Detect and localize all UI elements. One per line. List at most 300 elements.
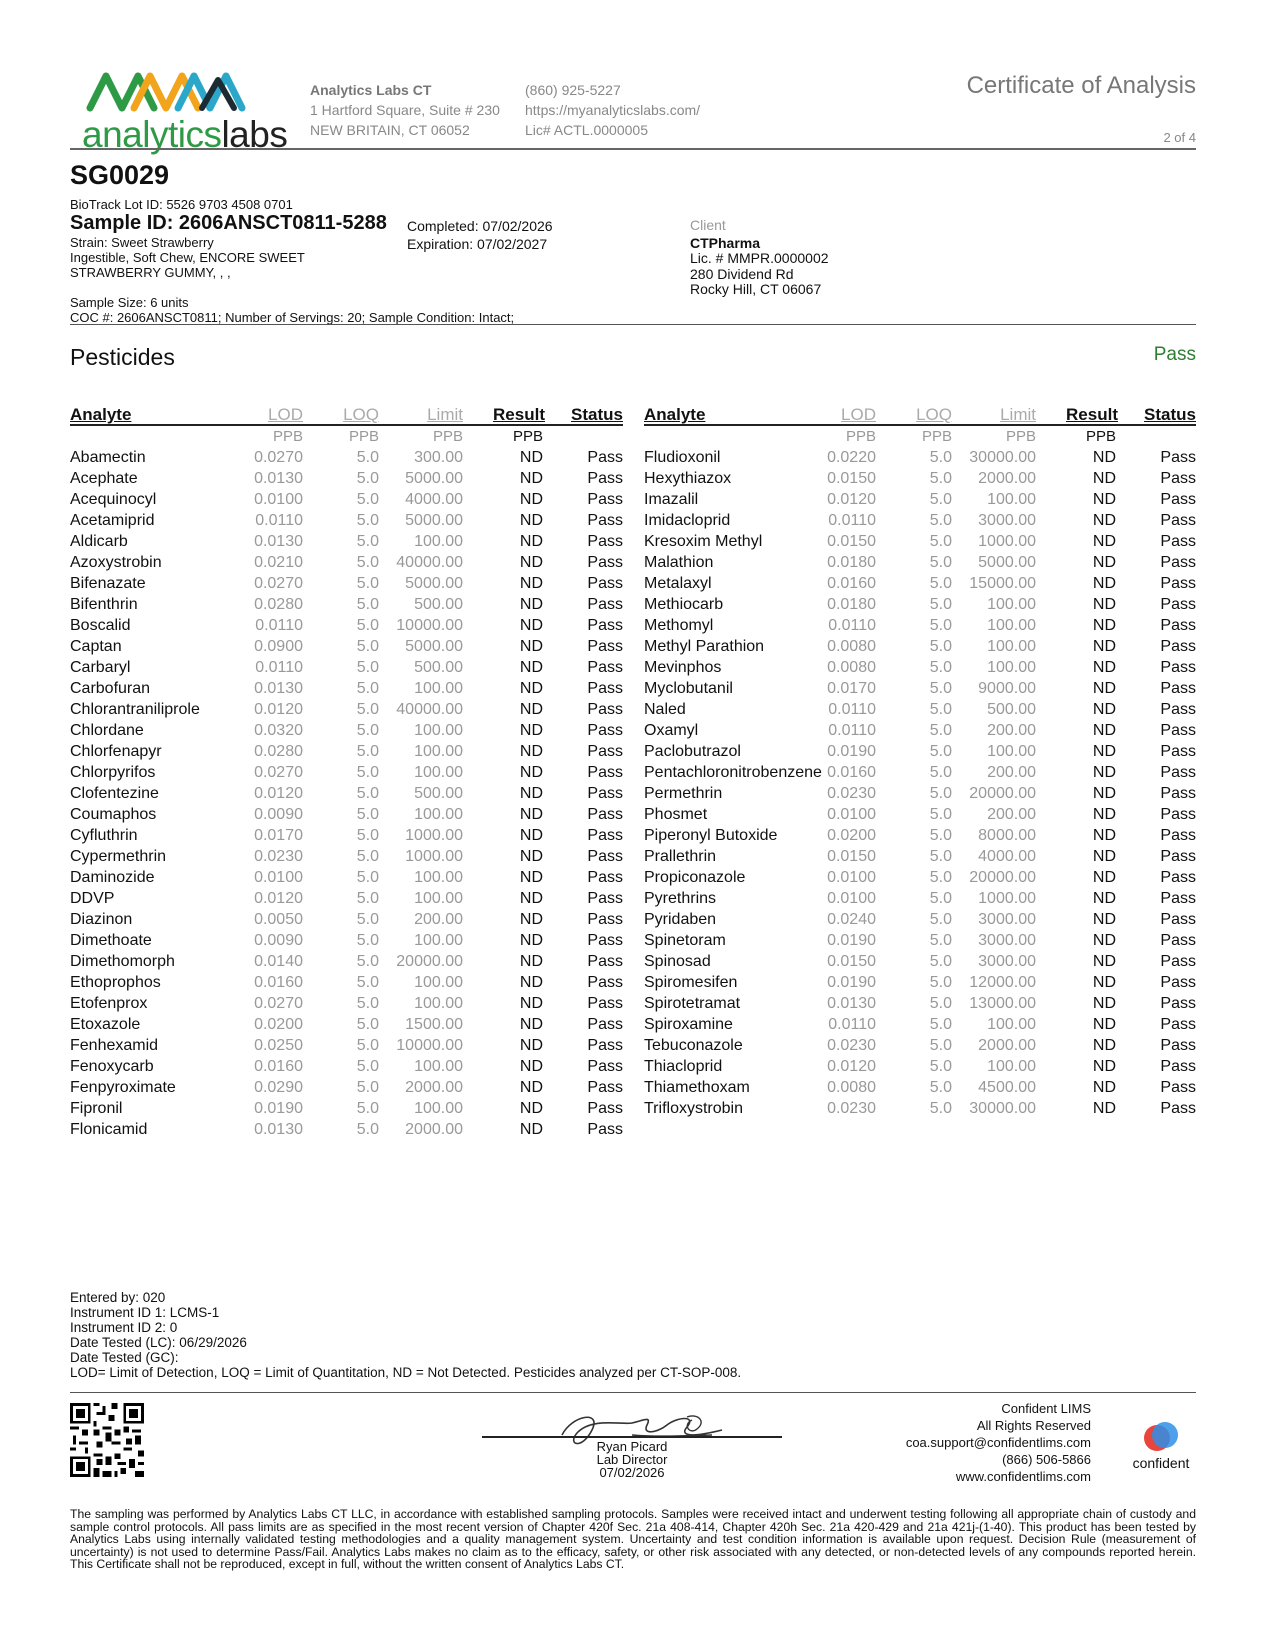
client-label: Client xyxy=(690,217,726,233)
cell-analyte: Captan xyxy=(70,638,122,655)
cell-status: Pass xyxy=(587,533,623,550)
table-row xyxy=(644,804,1196,825)
cell-lod: 0.0120 xyxy=(254,701,303,718)
cell-result: ND xyxy=(1092,617,1116,634)
cell-loq: 5.0 xyxy=(929,491,952,508)
cell-limit: 10000.00 xyxy=(396,617,463,634)
table-row xyxy=(70,783,623,804)
cell-limit: 40000.00 xyxy=(396,554,463,571)
cell-status: Pass xyxy=(587,1121,623,1138)
sample-size-block xyxy=(70,295,514,325)
cell-lod: 0.0180 xyxy=(827,596,876,613)
cell-result: ND xyxy=(1092,491,1116,508)
cell-analyte: Methomyl xyxy=(644,617,714,634)
cell-status: Pass xyxy=(587,806,623,823)
cell-result: ND xyxy=(519,764,543,781)
cell-status: Pass xyxy=(587,764,623,781)
unit-loq: PPB xyxy=(921,428,952,445)
cell-loq: 5.0 xyxy=(929,911,952,928)
cell-analyte: Spiromesifen xyxy=(644,974,738,991)
cell-result: ND xyxy=(519,575,543,592)
cell-loq: 5.0 xyxy=(356,575,379,592)
table-row xyxy=(644,993,1196,1014)
cell-loq: 5.0 xyxy=(356,743,379,760)
cell-limit: 2000.00 xyxy=(978,470,1036,487)
biotrack-lot-id: BioTrack Lot ID: 5526 9703 4508 0701 xyxy=(70,197,293,212)
table-row xyxy=(644,678,1196,699)
cell-loq: 5.0 xyxy=(356,869,379,886)
table-row xyxy=(644,951,1196,972)
cell-loq: 5.0 xyxy=(929,575,952,592)
cell-loq: 5.0 xyxy=(356,827,379,844)
cell-loq: 5.0 xyxy=(356,512,379,529)
cell-analyte: Diazinon xyxy=(70,911,133,928)
header-limit: Limit xyxy=(427,405,463,424)
table-row xyxy=(644,447,1196,468)
instrument-id-2: Instrument ID 2: 0 xyxy=(70,1320,178,1335)
cell-result: ND xyxy=(519,827,543,844)
cell-analyte: Oxamyl xyxy=(644,722,699,739)
cell-status: Pass xyxy=(587,1037,623,1054)
cell-result: ND xyxy=(1092,575,1116,592)
cell-result: ND xyxy=(519,722,543,739)
cell-limit: 100.00 xyxy=(987,617,1036,634)
cell-lod: 0.0090 xyxy=(254,932,303,949)
cell-status: Pass xyxy=(1160,806,1196,823)
table-units-row xyxy=(70,426,623,447)
cell-result: ND xyxy=(519,449,543,466)
cell-lod: 0.0130 xyxy=(254,533,303,550)
cell-lod: 0.0120 xyxy=(254,785,303,802)
table-row xyxy=(70,825,623,846)
cell-status: Pass xyxy=(587,1079,623,1096)
cell-loq: 5.0 xyxy=(356,638,379,655)
cell-analyte: Permethrin xyxy=(644,785,723,802)
cell-analyte: Aldicarb xyxy=(70,533,128,550)
cell-result: ND xyxy=(1092,932,1116,949)
cell-lod: 0.0280 xyxy=(254,596,303,613)
table-row xyxy=(644,1014,1196,1035)
cell-status: Pass xyxy=(1160,722,1196,739)
table-row xyxy=(644,762,1196,783)
cell-status: Pass xyxy=(1160,743,1196,760)
cell-status: Pass xyxy=(587,1058,623,1075)
cell-status: Pass xyxy=(587,449,623,466)
table-row xyxy=(70,573,623,594)
table-row xyxy=(644,468,1196,489)
cell-limit: 10000.00 xyxy=(396,1037,463,1054)
header-status: Status xyxy=(1144,405,1196,424)
cell-limit: 1500.00 xyxy=(405,1016,463,1033)
cell-lod: 0.0110 xyxy=(828,617,876,634)
signed-date: 07/02/2026 xyxy=(599,1465,665,1480)
sample-type-line1: Ingestible, Soft Chew, ENCORE SWEET xyxy=(70,250,305,265)
table-row xyxy=(70,468,623,489)
section-title: Pesticides xyxy=(70,344,175,370)
table-row xyxy=(644,783,1196,804)
cell-result: ND xyxy=(519,848,543,865)
table-row xyxy=(644,972,1196,993)
cell-result: ND xyxy=(519,974,543,991)
cell-analyte: Methyl Parathion xyxy=(644,638,765,655)
cell-analyte: Chlorantraniliprole xyxy=(70,701,200,718)
unit-result: PPB xyxy=(1085,428,1116,445)
client-address-line2: Rocky Hill, CT 06067 xyxy=(690,281,822,297)
cell-lod: 0.0080 xyxy=(827,659,876,676)
cell-status: Pass xyxy=(587,953,623,970)
cell-result: ND xyxy=(519,491,543,508)
cell-result: ND xyxy=(1092,974,1116,991)
cell-status: Pass xyxy=(1160,1058,1196,1075)
cell-limit: 200.00 xyxy=(987,722,1036,739)
cell-loq: 5.0 xyxy=(356,848,379,865)
cell-limit: 100.00 xyxy=(987,743,1036,760)
cell-loq: 5.0 xyxy=(929,953,952,970)
cell-status: Pass xyxy=(587,1100,623,1117)
signature-line xyxy=(482,1436,782,1438)
pesticides-table-right xyxy=(644,403,1196,1119)
cell-lod: 0.0200 xyxy=(254,1016,303,1033)
lims-url[interactable]: www.confidentlims.com xyxy=(955,1469,1091,1484)
cell-result: ND xyxy=(519,1121,543,1138)
table-row xyxy=(644,846,1196,867)
cell-analyte: Azoxystrobin xyxy=(70,554,162,571)
lab-contact-block xyxy=(525,80,700,140)
cell-lod: 0.0250 xyxy=(254,1037,303,1054)
unit-lod: PPB xyxy=(845,428,876,445)
header-analyte: Analyte xyxy=(70,405,132,424)
cell-status: Pass xyxy=(1160,890,1196,907)
cell-analyte: Hexythiazox xyxy=(644,470,732,487)
cell-lod: 0.0200 xyxy=(827,827,876,844)
cell-result: ND xyxy=(519,806,543,823)
cell-lod: 0.0900 xyxy=(254,638,303,655)
cell-limit: 500.00 xyxy=(414,659,463,676)
cell-analyte: Abamectin xyxy=(70,449,146,466)
table-row xyxy=(644,867,1196,888)
cell-result: ND xyxy=(1092,470,1116,487)
cell-result: ND xyxy=(519,680,543,697)
logo-text-labs: labs xyxy=(221,114,288,155)
cell-result: ND xyxy=(519,932,543,949)
unit-lod: PPB xyxy=(272,428,303,445)
cell-limit: 12000.00 xyxy=(969,974,1036,991)
cell-limit: 5000.00 xyxy=(405,575,463,592)
cell-loq: 5.0 xyxy=(356,785,379,802)
cell-loq: 5.0 xyxy=(356,449,379,466)
lab-license: Lic# ACTL.0000005 xyxy=(525,122,648,138)
cell-result: ND xyxy=(519,533,543,550)
cell-analyte: Etoxazole xyxy=(70,1016,141,1033)
cell-result: ND xyxy=(1092,743,1116,760)
cell-result: ND xyxy=(519,617,543,634)
cell-status: Pass xyxy=(587,1016,623,1033)
table-row xyxy=(644,930,1196,951)
cell-analyte: Thiacloprid xyxy=(644,1058,723,1075)
table-row xyxy=(70,678,623,699)
cell-analyte: Naled xyxy=(644,701,686,718)
cell-lod: 0.0090 xyxy=(254,806,303,823)
table-row xyxy=(70,972,623,993)
cell-analyte: Daminozide xyxy=(70,869,155,886)
cell-limit: 200.00 xyxy=(987,764,1036,781)
cell-loq: 5.0 xyxy=(929,554,952,571)
cell-lod: 0.0190 xyxy=(254,1100,303,1117)
unit-limit: PPB xyxy=(1005,428,1036,445)
cell-result: ND xyxy=(1092,1058,1116,1075)
cell-result: ND xyxy=(1092,848,1116,865)
cell-analyte: Fenoxycarb xyxy=(70,1058,154,1075)
cell-lod: 0.0190 xyxy=(827,932,876,949)
cell-status: Pass xyxy=(1160,659,1196,676)
cell-analyte: Fipronil xyxy=(70,1100,123,1117)
cell-limit: 3000.00 xyxy=(978,953,1036,970)
cell-limit: 8000.00 xyxy=(978,827,1036,844)
cell-limit: 2000.00 xyxy=(405,1079,463,1096)
cell-lod: 0.0240 xyxy=(827,911,876,928)
cell-result: ND xyxy=(519,596,543,613)
cell-lod: 0.0180 xyxy=(827,554,876,571)
sample-size: Sample Size: 6 units xyxy=(70,295,189,310)
cell-result: ND xyxy=(519,953,543,970)
cell-status: Pass xyxy=(1160,491,1196,508)
cell-analyte: Imazalil xyxy=(644,491,699,508)
cell-loq: 5.0 xyxy=(929,974,952,991)
table-row xyxy=(644,552,1196,573)
cell-status: Pass xyxy=(587,869,623,886)
cell-analyte: Etofenprox xyxy=(70,995,148,1012)
table-row xyxy=(644,888,1196,909)
cell-lod: 0.0130 xyxy=(254,470,303,487)
lims-phone: (866) 506-5866 xyxy=(1002,1452,1091,1467)
header-loq: LOQ xyxy=(343,405,379,424)
table-row xyxy=(644,594,1196,615)
analytics-labs-logo xyxy=(82,70,312,160)
cell-analyte: Cypermethrin xyxy=(70,848,167,865)
cell-lod: 0.0320 xyxy=(254,722,303,739)
legal-disclaimer: The sampling was performed by Analytics Labs CT LLC, in accordance with established sampling protocols. Samples were received intact and underwent testing following all appropriate chain of custody and sample control protocols. All pass limits are as specified in the most recent version of Chapter 420f Sec. 21a 408-414, Chapter 420h Sec. 21a 420-429 and 21a 421j-(1-40). This product has been tested by Analytics Labs using internally validated testing methodologies and a quality management system. Uncertainty and test condition information is available upon request. Decision Rule (measurement of uncertainty) is not used to determine Pass/Fail. Analytics Labs makes no claim as to the efficacy, safety, or other risk associated with any detected, or non-detected levels of any compounds reported herein. This Certificate shall not be reproduced, except in full, without the written consent of Analytics Labs CT. xyxy=(70,1507,1196,1571)
date-tested-lc: Date Tested (LC): 06/29/2026 xyxy=(70,1335,247,1350)
signer-title: Lab Director xyxy=(596,1452,668,1467)
cell-loq: 5.0 xyxy=(929,869,952,886)
cell-loq: 5.0 xyxy=(929,638,952,655)
table-row xyxy=(644,720,1196,741)
cell-result: ND xyxy=(1092,890,1116,907)
cell-limit: 100.00 xyxy=(987,1016,1036,1033)
cell-lod: 0.0170 xyxy=(254,827,303,844)
header-lod: LOD xyxy=(841,405,876,424)
cell-analyte: Pentachloronitrobenzene xyxy=(644,764,822,781)
cell-limit: 100.00 xyxy=(414,974,463,991)
cell-limit: 1000.00 xyxy=(978,533,1036,550)
cell-lod: 0.0080 xyxy=(827,638,876,655)
cell-status: Pass xyxy=(1160,953,1196,970)
cell-limit: 100.00 xyxy=(414,680,463,697)
table-row xyxy=(644,1098,1196,1119)
cell-limit: 100.00 xyxy=(414,1058,463,1075)
cell-analyte: Acequinocyl xyxy=(70,491,157,508)
cell-result: ND xyxy=(1092,554,1116,571)
cell-result: ND xyxy=(519,1058,543,1075)
cell-loq: 5.0 xyxy=(929,596,952,613)
cell-analyte: Bifenthrin xyxy=(70,596,138,613)
cell-analyte: Trifloxystrobin xyxy=(644,1100,743,1117)
client-block xyxy=(690,218,829,298)
qr-code-icon[interactable] xyxy=(70,1403,144,1477)
cell-loq: 5.0 xyxy=(356,1100,379,1117)
table-row xyxy=(644,1056,1196,1077)
cell-status: Pass xyxy=(587,848,623,865)
cell-loq: 5.0 xyxy=(356,722,379,739)
cell-lod: 0.0130 xyxy=(254,680,303,697)
cell-loq: 5.0 xyxy=(356,1016,379,1033)
cell-status: Pass xyxy=(587,932,623,949)
table-row xyxy=(70,657,623,678)
lims-name: Confident LIMS xyxy=(1001,1401,1091,1416)
cell-loq: 5.0 xyxy=(356,995,379,1012)
cell-result: ND xyxy=(1092,722,1116,739)
cell-limit: 100.00 xyxy=(987,659,1036,676)
cell-result: ND xyxy=(519,470,543,487)
footer-divider xyxy=(70,1392,1196,1393)
cell-lod: 0.0110 xyxy=(828,722,876,739)
cell-limit: 100.00 xyxy=(414,1100,463,1117)
cell-limit: 1000.00 xyxy=(978,890,1036,907)
cell-loq: 5.0 xyxy=(929,680,952,697)
cell-analyte: Chlordane xyxy=(70,722,144,739)
header-divider xyxy=(70,148,1196,150)
table-row xyxy=(70,1098,623,1119)
cell-status: Pass xyxy=(587,911,623,928)
expiration-date: Expiration: 07/02/2027 xyxy=(407,236,548,252)
table-row xyxy=(70,741,623,762)
signer-name: Ryan Picard xyxy=(596,1439,668,1454)
table-row xyxy=(70,447,623,468)
cell-analyte: Pyridaben xyxy=(644,911,717,928)
cell-result: ND xyxy=(519,869,543,886)
table-row xyxy=(644,510,1196,531)
cell-analyte: Fenhexamid xyxy=(70,1037,159,1054)
cell-status: Pass xyxy=(1160,680,1196,697)
lab-address-block xyxy=(310,80,500,140)
cell-loq: 5.0 xyxy=(929,1058,952,1075)
cell-status: Pass xyxy=(587,617,623,634)
table-row xyxy=(644,741,1196,762)
cell-lod: 0.0190 xyxy=(827,974,876,991)
cell-loq: 5.0 xyxy=(356,764,379,781)
cell-lod: 0.0100 xyxy=(827,890,876,907)
cell-status: Pass xyxy=(587,785,623,802)
table-row xyxy=(70,951,623,972)
cell-result: ND xyxy=(519,911,543,928)
cell-status: Pass xyxy=(587,470,623,487)
table-row xyxy=(70,489,623,510)
cell-loq: 5.0 xyxy=(929,1100,952,1117)
cell-lod: 0.0110 xyxy=(828,512,876,529)
cell-result: ND xyxy=(1092,449,1116,466)
abbreviation-legend: LOD= Limit of Detection, LOQ = Limit of Quantitation, ND = Not Detected. Pesticides analyzed per CT-SOP-008. xyxy=(70,1365,742,1380)
cell-loq: 5.0 xyxy=(356,932,379,949)
cell-limit: 2000.00 xyxy=(405,1121,463,1138)
cell-loq: 5.0 xyxy=(929,701,952,718)
table-row xyxy=(70,636,623,657)
lims-email[interactable]: coa.support@confidentlims.com xyxy=(905,1435,1091,1450)
cell-analyte: Fenpyroximate xyxy=(70,1079,176,1096)
cell-status: Pass xyxy=(1160,575,1196,592)
logo-mark-icon xyxy=(82,70,252,114)
cell-limit: 200.00 xyxy=(414,911,463,928)
cell-limit: 15000.00 xyxy=(969,575,1036,592)
cell-lod: 0.0100 xyxy=(827,806,876,823)
cell-result: ND xyxy=(1092,1016,1116,1033)
cell-analyte: Flonicamid xyxy=(70,1121,148,1138)
lab-address-line1: 1 Hartford Square, Suite # 230 xyxy=(310,102,500,118)
cell-lod: 0.0110 xyxy=(828,701,876,718)
cell-lod: 0.0230 xyxy=(827,1037,876,1054)
sample-dates xyxy=(407,217,553,253)
cell-lod: 0.0110 xyxy=(255,659,303,676)
cell-analyte: Spinosad xyxy=(644,953,711,970)
cell-result: ND xyxy=(1092,869,1116,886)
cell-analyte: Pyrethrins xyxy=(644,890,717,907)
table-row xyxy=(644,615,1196,636)
cell-loq: 5.0 xyxy=(929,533,952,550)
cell-result: ND xyxy=(1092,1079,1116,1096)
cell-analyte: Acetamiprid xyxy=(70,512,155,529)
cell-result: ND xyxy=(1092,1100,1116,1117)
cell-lod: 0.0110 xyxy=(255,512,303,529)
cell-analyte: Boscalid xyxy=(70,617,131,634)
cell-limit: 5000.00 xyxy=(978,554,1036,571)
cell-loq: 5.0 xyxy=(356,533,379,550)
cell-status: Pass xyxy=(587,491,623,508)
cell-loq: 5.0 xyxy=(929,470,952,487)
cell-lod: 0.0230 xyxy=(254,848,303,865)
cell-result: ND xyxy=(1092,911,1116,928)
cell-limit: 5000.00 xyxy=(405,512,463,529)
lab-phone: (860) 925-5227 xyxy=(525,82,621,98)
cell-result: ND xyxy=(1092,764,1116,781)
unit-loq: PPB xyxy=(348,428,379,445)
cell-lod: 0.0270 xyxy=(254,764,303,781)
cell-result: ND xyxy=(519,995,543,1012)
cell-status: Pass xyxy=(1160,1037,1196,1054)
cell-analyte: DDVP xyxy=(70,890,115,907)
lab-url[interactable]: https://myanalyticslabs.com/ xyxy=(525,102,701,118)
table-row xyxy=(70,846,623,867)
client-license: Lic. # MMPR.0000002 xyxy=(690,250,829,266)
cell-result: ND xyxy=(1092,680,1116,697)
cell-analyte: Prallethrin xyxy=(644,848,717,865)
cell-analyte: Spirotetramat xyxy=(644,995,741,1012)
cell-status: Pass xyxy=(1160,1100,1196,1117)
cell-analyte: Dimethomorph xyxy=(70,953,175,970)
sample-code: SG0029 xyxy=(70,160,170,190)
cell-lod: 0.0120 xyxy=(254,890,303,907)
cell-limit: 5000.00 xyxy=(405,470,463,487)
cell-analyte: Phosmet xyxy=(644,806,708,823)
cell-limit: 300.00 xyxy=(414,449,463,466)
cell-loq: 5.0 xyxy=(356,596,379,613)
cell-limit: 13000.00 xyxy=(969,995,1036,1012)
cell-status: Pass xyxy=(1160,764,1196,781)
cell-status: Pass xyxy=(1160,869,1196,886)
cell-status: Pass xyxy=(1160,701,1196,718)
lims-rights: All Rights Reserved xyxy=(976,1418,1091,1433)
table-row xyxy=(70,699,623,720)
cell-limit: 30000.00 xyxy=(969,449,1036,466)
cell-analyte: Piperonyl Butoxide xyxy=(644,827,778,844)
